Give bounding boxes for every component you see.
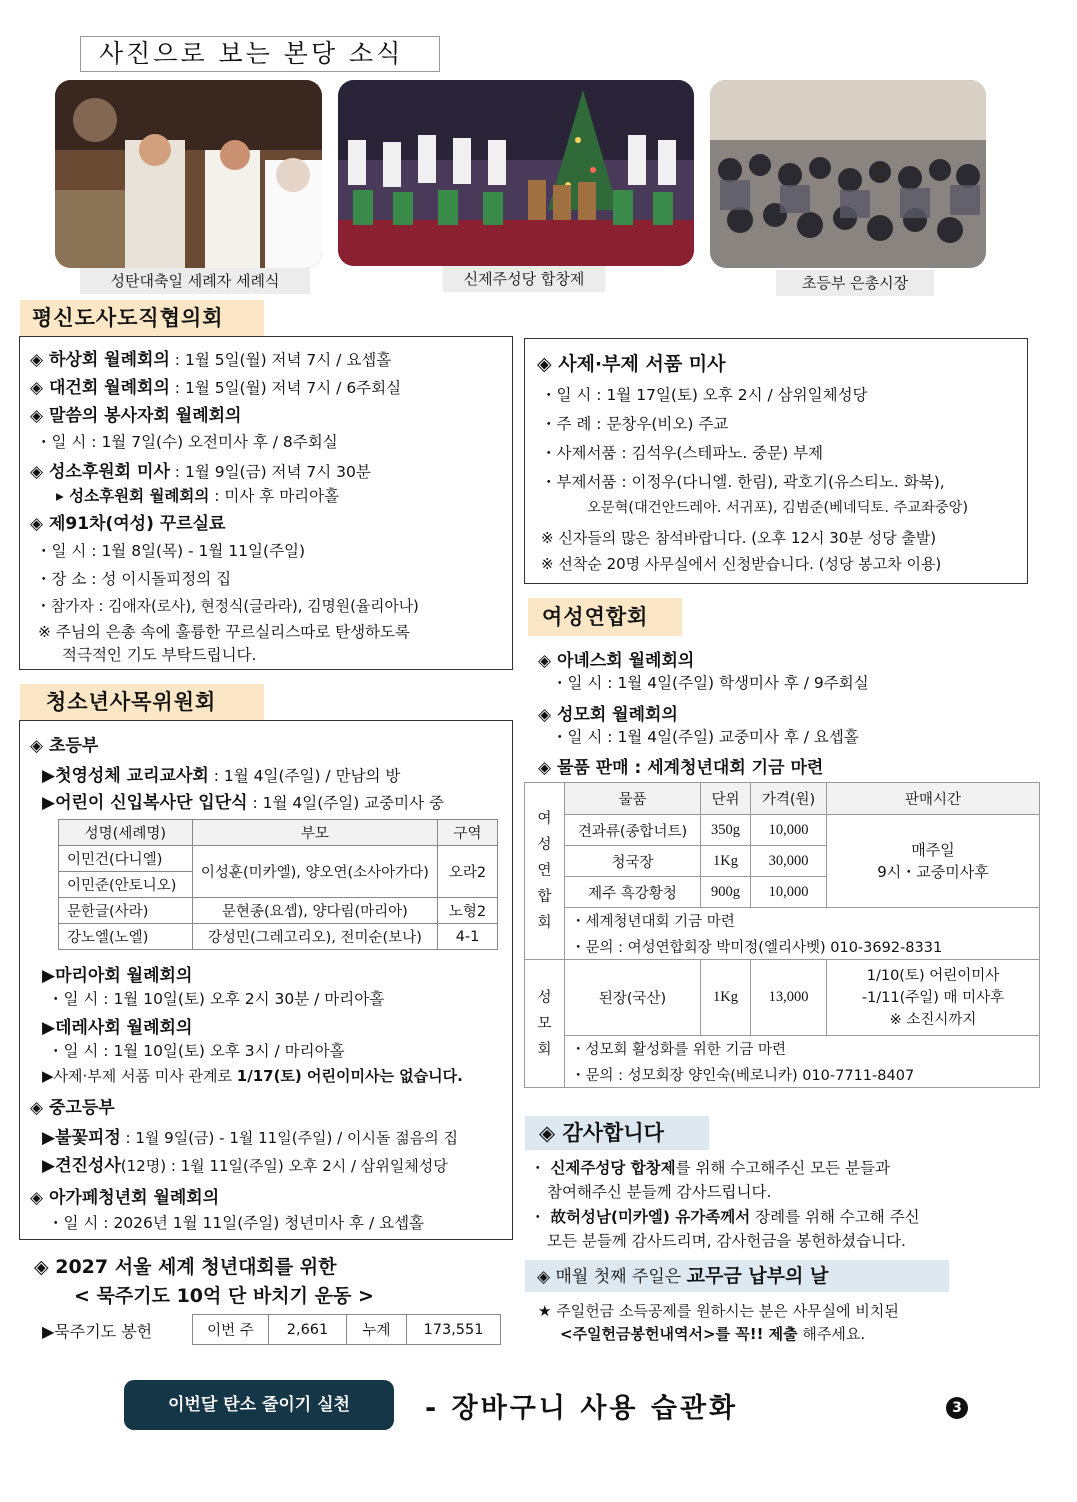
council-line: ・참가자 : 김애자(로사), 현정식(글라라), 김명원(율리아나) xyxy=(36,598,419,615)
footer-slogan: - 장바구니 사용 습관화 xyxy=(425,1393,739,1424)
council-line: ▸ 성소후원회 월례회의 : 미사 후 마리아홀 xyxy=(56,487,340,505)
table-row: 견과류(종합너트) 350g 10,000 매주일 9시・교중미사후 xyxy=(525,815,1040,846)
council-line: ・장 소 : 성 이시돌피정의 집 xyxy=(36,570,232,588)
photo-baptism xyxy=(55,80,322,268)
agape-heading: ◈ 아가페청년회 월례회의 xyxy=(30,1188,220,1208)
table-row: 이민건(다니엘) 이성훈(미카엘), 양오연(소사아가다) 오라2 xyxy=(59,846,498,872)
market-photo-image xyxy=(710,80,986,268)
ordination-line: ・주 례 : 문창우(비오) 주교 xyxy=(541,415,729,433)
council-line: ◈ 말씀의 봉사자회 월례회의 xyxy=(30,406,242,426)
council-box xyxy=(19,336,513,670)
middle-heading: ◈ 중고등부 xyxy=(30,1098,115,1118)
council-line: ・일 시 : 1월 7일(수) 오전미사 후 / 8주회실 xyxy=(36,433,338,451)
women-line: ◈ 성모회 월례회의 xyxy=(538,705,678,725)
women-line: ◈ 아녜스회 월례회의 xyxy=(538,651,695,671)
ordination-box xyxy=(524,338,1028,584)
youth-line: ▶데레사회 월례회의 xyxy=(42,1018,193,1038)
monthly-line: ★ 주일헌금 소득공제를 원하시는 분은 사무실에 비치된 xyxy=(538,1302,899,1320)
group-label: 여 성 연 합 회 xyxy=(525,783,565,960)
monthly-line: <주일헌금봉헌내역서>를 꼭!! 제출 해주세요. xyxy=(560,1325,866,1343)
rosary-title: ◈ 2027 서울 세계 청년대회를 위한 xyxy=(34,1256,337,1278)
table-row: 문한글(사라) 문현종(요셉), 양다림(마리아) 노형2 xyxy=(59,898,498,924)
youth-line: ・일 시 : 2026년 1월 11일(주일) 청년미사 후 / 요셉홀 xyxy=(48,1214,425,1232)
thanks-heading: ◈ 감사합니다 xyxy=(525,1116,709,1150)
rosary-subtitle: < 묵주기도 10억 단 바치기 운동 > xyxy=(74,1285,374,1307)
women-line: ◈ 물품 판매 : 세계청년대회 기금 마련 xyxy=(538,758,824,778)
youth-line: ・일 시 : 1월 10일(토) 오후 3시 / 마리아홀 xyxy=(48,1042,345,1060)
page-number: 3 xyxy=(946,1397,968,1419)
table-header: 부모 xyxy=(192,820,437,846)
baptism-photo-image xyxy=(55,80,322,268)
table-row: 강노엘(노엘) 강성민(그레고리오), 전미순(보나) 4-1 xyxy=(59,924,498,950)
women-line: ・일 시 : 1월 4일(주일) 학생미사 후 / 9주회실 xyxy=(552,674,869,692)
photo-caption-choir: 신제주성당 합창제 xyxy=(443,266,605,292)
youth-line: ・일 시 : 1월 10일(토) 오후 2시 30분 / 마리아홀 xyxy=(48,990,385,1008)
women-heading: 여성연합회 xyxy=(528,598,682,636)
ordination-title: ◈ 사제·부제 서품 미사 xyxy=(537,353,726,375)
women-line: ・일 시 : 1월 4일(주일) 교중미사 후 / 요셉홀 xyxy=(552,728,859,746)
rosary-label: ▶묵주기도 봉헌 xyxy=(42,1322,153,1341)
council-line: ◈ 대건회 월례회의 : 1월 5일(월) 저녁 7시 / 6주회실 xyxy=(30,378,402,398)
ordination-line: ・사제서품 : 김석우(스테파노. 중문) 부제 xyxy=(541,444,824,462)
photo-caption-baptism: 성탄대축일 세례자 세례식 xyxy=(80,268,310,294)
photo-market xyxy=(710,80,986,268)
youth-line: ▶견진성사(12명) : 1월 11일(주일) 오후 2시 / 삼위일체성당 xyxy=(42,1156,448,1176)
youth-line: ▶마리아회 월례회의 xyxy=(42,966,193,986)
table-row: 이민준(안토니오) xyxy=(59,872,498,898)
ordination-line: ※ 신자들의 많은 참석바랍니다. (오후 12시 30분 성당 출발) xyxy=(541,529,937,547)
ordination-line: 오문혁(대건안드레아. 서귀포), 김범준(베네딕토. 주교좌중앙) xyxy=(587,500,969,516)
choir-photo-image xyxy=(338,80,694,266)
thanks-line: ・ 신제주성당 합창제를 위해 수고해주신 모든 분들과 xyxy=(530,1159,890,1177)
council-line: ◈ 성소후원회 미사 : 1월 9일(금) 저녁 7시 30분 xyxy=(30,462,371,482)
altar-server-table xyxy=(58,819,498,950)
thanks-line: 참여해주신 분들께 감사드립니다. xyxy=(547,1183,772,1201)
council-line: ◈ 하상회 월례회의 : 1월 5일(월) 저녁 7시 / 요셉홀 xyxy=(30,350,392,370)
council-line: ※ 주님의 은총 속에 훌륭한 꾸르실리스따로 탄생하도록 xyxy=(38,623,410,641)
monthly-heading: ◈ 매월 첫째 주일은 교무금 납부의 날 xyxy=(525,1260,949,1292)
youth-box xyxy=(19,720,513,1240)
photo-choir xyxy=(338,80,694,266)
council-heading: 평신도사도직협의회 xyxy=(20,300,264,336)
table-row: 청국장 1Kg 30,000 xyxy=(525,846,1040,877)
page-title: 사진으로 보는 본당 소식 xyxy=(80,36,440,72)
elementary-heading: ◈ 초등부 xyxy=(30,736,99,756)
council-line: ・일 시 : 1월 8일(목) - 1월 11일(주일) xyxy=(36,542,306,560)
thanks-line: 모든 분들께 감사드리며, 감사헌금을 봉헌하셨습니다. xyxy=(547,1232,906,1250)
table-row: 제주 흑강황청 900g 10,000 xyxy=(525,877,1040,908)
rosary-table: 이번 주 2,661 누계 173,551 xyxy=(192,1314,501,1345)
youth-line: ▶불꽃피정 : 1월 9일(금) - 1월 11일(주일) / 이시돌 젊음의 집 xyxy=(42,1128,458,1148)
carbon-reduction-badge: 이번달 탄소 줄이기 실천 xyxy=(124,1380,394,1430)
group-label: 성 모 회 xyxy=(525,960,565,1088)
council-line: 적극적인 기도 부탁드립니다. xyxy=(62,646,257,664)
table-header: 성명(세례명) xyxy=(59,820,193,846)
ordination-line: ※ 선착순 20명 사무실에서 신청받습니다. (성당 봉고차 이용) xyxy=(541,555,942,573)
youth-line: ▶첫영성체 교리교사회 : 1월 4일(주일) / 만남의 방 xyxy=(42,766,401,786)
youth-line: ▶어린이 신입복사단 입단식 : 1월 4일(주일) 교중미사 중 xyxy=(42,793,444,813)
thanks-line: ・ 故허성남(미카엘) 유가족께서 장례를 위해 수고해 주신 xyxy=(530,1208,920,1226)
sales-table: 여 성 연 합 회 물품 단위 가격(원) 판매시간 견과류(종합너트) 350g 10,000 매주일 9시・교중미사후 청국장 1Kg 30,000 제주 흑강황청 900g 10,000 ・세계청년대회 기금 마련 ・문의 : 여성연합회장 박미정(엘리사벳) 010-3692-8331 성 모 회 된장(국산) 1Kg 13,000 1/10(토) 어린이미사 -1/11(주일) 매 미사후 ※ 소진시까지 ・성모회 활성화를 위한 기금 마련 ・문의 : 성모회장 양인숙(베로니카) 010-7711-8407 xyxy=(524,782,1040,1088)
youth-heading: 청소년사목위원회 xyxy=(20,684,264,720)
table-header: 구역 xyxy=(438,820,498,846)
youth-line: ▶사제·부제 서품 미사 관계로 1/17(토) 어린이미사는 없습니다. xyxy=(42,1067,463,1085)
ordination-line: ・일 시 : 1월 17일(토) 오후 2시 / 삼위일체성당 xyxy=(541,386,868,404)
ordination-line: ・부제서품 : 이정우(다니엘. 한림), 곽호기(유스티노. 화북), xyxy=(541,473,945,491)
photo-caption-market: 초등부 은총시장 xyxy=(776,270,934,296)
council-line: ◈ 제91차(여성) 꾸르실료 xyxy=(30,514,226,534)
